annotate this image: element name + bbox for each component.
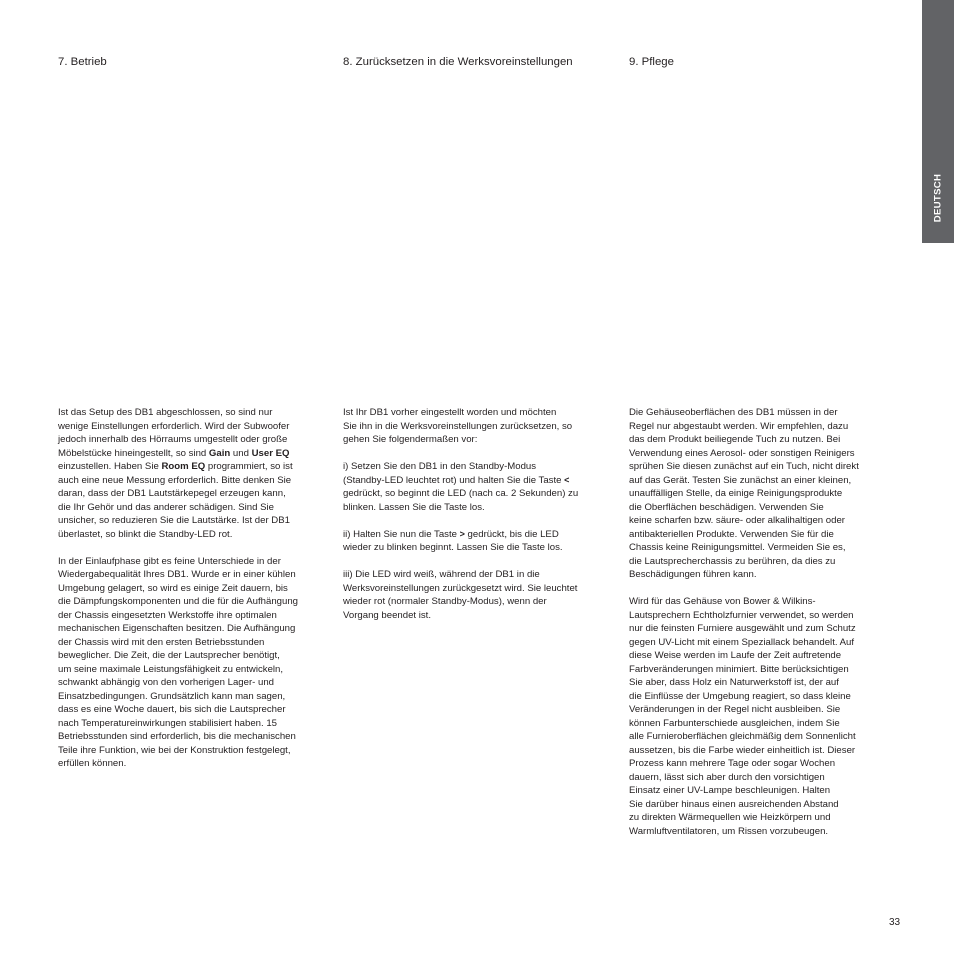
- column-pflege: [629, 406, 897, 838]
- section-heading-werksvoreinstellungen: 8. Zurücksetzen in die Werksvoreinstellungen: [343, 56, 573, 68]
- user-eq-term: User EQ: [251, 447, 290, 459]
- paragraph-step-3: iii) Die LED wird weiß, während der DB1 in die Werksvoreinstellungen zurückgesetzt wird. Sie leuchtet wieder rot (normaler Standby-Modus), wenn der Vorgang beendet ist.: [343, 569, 578, 621]
- paragraph-einlaufphase: In der Einlaufphase gibt es feine Unterschiede in der Wiedergabequalität Ihres DB1. Wurde er in einer kühlen Umgebung gelagert, so wird es einige Zeit dauern, bis die Dämpfungskomponenten und die für die Aufhängung der Chassis eingesetzten Werkstoffe ihre optimalen mechanischen Eigenschaften besitzen. Die Aufhängung der Chassis wird mit den ersten Betriebsstunden beweglicher. Die Zeit, die der Lautsprecher benötigt, um seine maximale Leistungsfähigkeit zu entwickeln, schwankt abhängig von den vorherigen Lager- und Einsatzbedingungen. Grundsätzlich kann man sagen, dass es eine Woche dauert, bis sich die Lautsprecher nach Temperatureinwirkungen stabilisiert haben. 15 Betriebsstunden sind erforderlich, bis die mechanischen Teile ihre Funktion, wie bei der Konstruktion festgelegt, erfüllen können.: [58, 555, 299, 769]
- section-heading-betrieb: 7. Betrieb: [58, 56, 107, 68]
- paragraph-gehaeuse: Die Gehäuseoberflächen des DB1 müssen in der Regel nur abgestaubt werden. Wir empfehlen, dazu das dem Produkt beiliegende Tuch zu nutzen. Bei Verwendung eines Aerosol- oder sonstigen Reinigers sprühen Sie diesen zunächst auf ein Tuch, nicht direkt auf das Gerät. Testen Sie zunächst an einer kleinen, unauffälligen Stelle, da einige Reinigungsprodukte die Oberflächen beschädigen. Verwenden Sie keine scharfen bzw. säure- oder alkalihaltigen oder antibakteriellen Produkte. Verwenden Sie für die Chassis keine Reinigungsmittel. Vermeiden Sie es, die Lautsprecherchassis zu berühren, da dies zu Beschädigungen führen kann.: [629, 407, 859, 580]
- section-heading-pflege: 9. Pflege: [629, 56, 674, 68]
- page-number: 33: [889, 917, 901, 928]
- room-eq-term: Room EQ: [161, 461, 206, 472]
- right-arrow-icon: >: [459, 528, 465, 539]
- gain-term: Gain: [208, 447, 231, 459]
- language-tab-label: DEUTSCH: [932, 173, 944, 223]
- column-werksvoreinstellungen: [343, 406, 611, 622]
- paragraph-step-2: ii) Halten Sie nun die Taste > gedrückt, bis die LED wieder zu blinken beginnt. Lassen Sie die Taste los.: [343, 528, 563, 553]
- paragraph-setup: Ist das Setup des DB1 abgeschlossen, so sind nur wenige Einstellungen erforderlich. Wird der Subwoofer jedoch innerhalb des Hörraums umgestellt oder große Möbelstücke hineingestellt, so sind Gain und User EQ einzustellen. Haben Sie Room EQ programmiert, so ist auch eine neue Messung erforderlich. Bitte denken Sie daran, dass der DB1 Lautstärkepegel erzeugen kann, die Ihr Gehör und das anderer schädigen. Sind Sie unsicher, so reduzieren Sie die Lautstärke. Ist der DB1 überlastet, so blinkt die Standby-LED rot.: [58, 407, 293, 540]
- paragraph-intro: Ist Ihr DB1 vorher eingestellt worden und möchten Sie ihn in die Werksvoreinstellungen zurücksetzen, so gehen Sie folgendermaßen vor:: [343, 407, 573, 445]
- language-side-tab: [922, 0, 954, 243]
- column-betrieb: [58, 406, 326, 771]
- left-arrow-icon: <: [564, 474, 570, 485]
- paragraph-echtholzfurnier: Wird für das Gehäuse von Bower & Wilkins- Lautsprechern Echtholzfurnier verwendet, so werden nur die feinsten Furniere ausgewählt und zum Schutz gegen UV-Licht mit einem Speziallack behandelt. Auf diese Weise werden im Laufe der Zeit auftretende Farbveränderungen minimiert. Bitte berücksichtigen Sie aber, dass Holz ein Naturwerkstoff ist, der auf die Einflüsse der Umgebung reagiert, so dass kleine Veränderungen in der Regel nicht ausbleiben. Sie können Farbunterschiede ausgleichen, indem Sie alle Furnieroberflächen gleichmäßig dem Sonnenlicht aussetzen, bis die Farbe wieder einheitlich ist. Dieser Prozess kann mehrere Tage oder sogar Wochen dauern, lässt sich aber durch den vorsichtigen Einsatz einer UV-Lampe beschleunigen. Halten Sie darüber hinaus einen ausreichenden Abstand zu direkten Wärmequellen wie Heizkörpern und Warmluftventilatoren, um Rissen vorzubeugen.: [629, 596, 856, 837]
- paragraph-step-1: i) Setzen Sie den DB1 in den Standby-Modus (Standby-LED leuchtet rot) und halten Sie die Taste < gedrückt, so beginnt die LED (nach ca. 2 Sekunden) zu blinken. Lassen Sie die Taste los.: [343, 461, 579, 513]
